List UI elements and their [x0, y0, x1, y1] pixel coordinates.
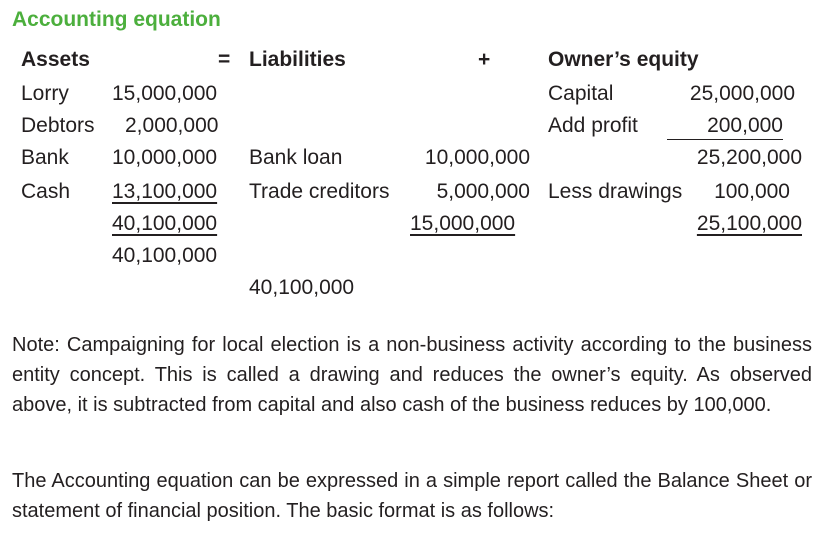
section-title: Accounting equation [12, 8, 221, 31]
asset-label-bank: Bank [21, 146, 69, 169]
asset-label-cash: Cash [21, 180, 71, 203]
equity-total: 25,100,000 [696, 212, 802, 235]
assets-header: Assets [21, 48, 90, 71]
equity-label-capital: Capital [548, 82, 614, 105]
balance-sheet-paragraph: The Accounting equation can be expressed in a simple report called the Balance Sheet or statement of financial position. The basic format is as follows: [12, 470, 812, 522]
plus-sign: + [478, 48, 491, 71]
asset-value-cash: 13,100,000 [112, 180, 218, 203]
assets-total: 40,100,000 [112, 212, 218, 235]
asset-label-debtors: Debtors [21, 114, 95, 137]
liabilities-total: 15,000,000 [410, 212, 516, 235]
asset-value-bank: 10,000,000 [112, 146, 218, 169]
assets-total-repeat: 40,100,000 [112, 244, 218, 267]
equity-label-drawings: Less drawings [548, 180, 683, 203]
equity-label-profit: Add profit [548, 114, 638, 137]
liabilities-header: Liabilities [249, 48, 346, 71]
equity-subtotal: 25,200,000 [696, 146, 802, 169]
equity-value-capital: 25,000,000 [689, 82, 795, 105]
profit-underline [667, 139, 783, 140]
equity-value-profit: 200,000 [707, 114, 783, 137]
liability-value-bank-loan: 10,000,000 [424, 146, 530, 169]
equity-value-drawings: 100,000 [714, 180, 790, 203]
equity-header: Owner’s equity [548, 48, 699, 71]
asset-label-lorry: Lorry [21, 82, 69, 105]
liability-label-bank-loan: Bank loan [249, 146, 343, 169]
liability-value-trade-creditors: 5,000,000 [436, 180, 530, 203]
note-paragraph: Note: Campaigning for local election is a non-business activity according to the business entity concept. This is called a drawing and reduces the owner’s equity. As observed above, it is subtracted from capital and also cash of the business reduces by 100,000. [12, 334, 812, 416]
equals-sign: = [218, 48, 231, 71]
asset-value-lorry: 15,000,000 [112, 82, 218, 105]
asset-value-debtors: 2,000,000 [125, 114, 219, 137]
liabilities-plus-equity-total: 40,100,000 [249, 276, 355, 299]
liability-label-trade-creditors: Trade creditors [249, 180, 390, 203]
